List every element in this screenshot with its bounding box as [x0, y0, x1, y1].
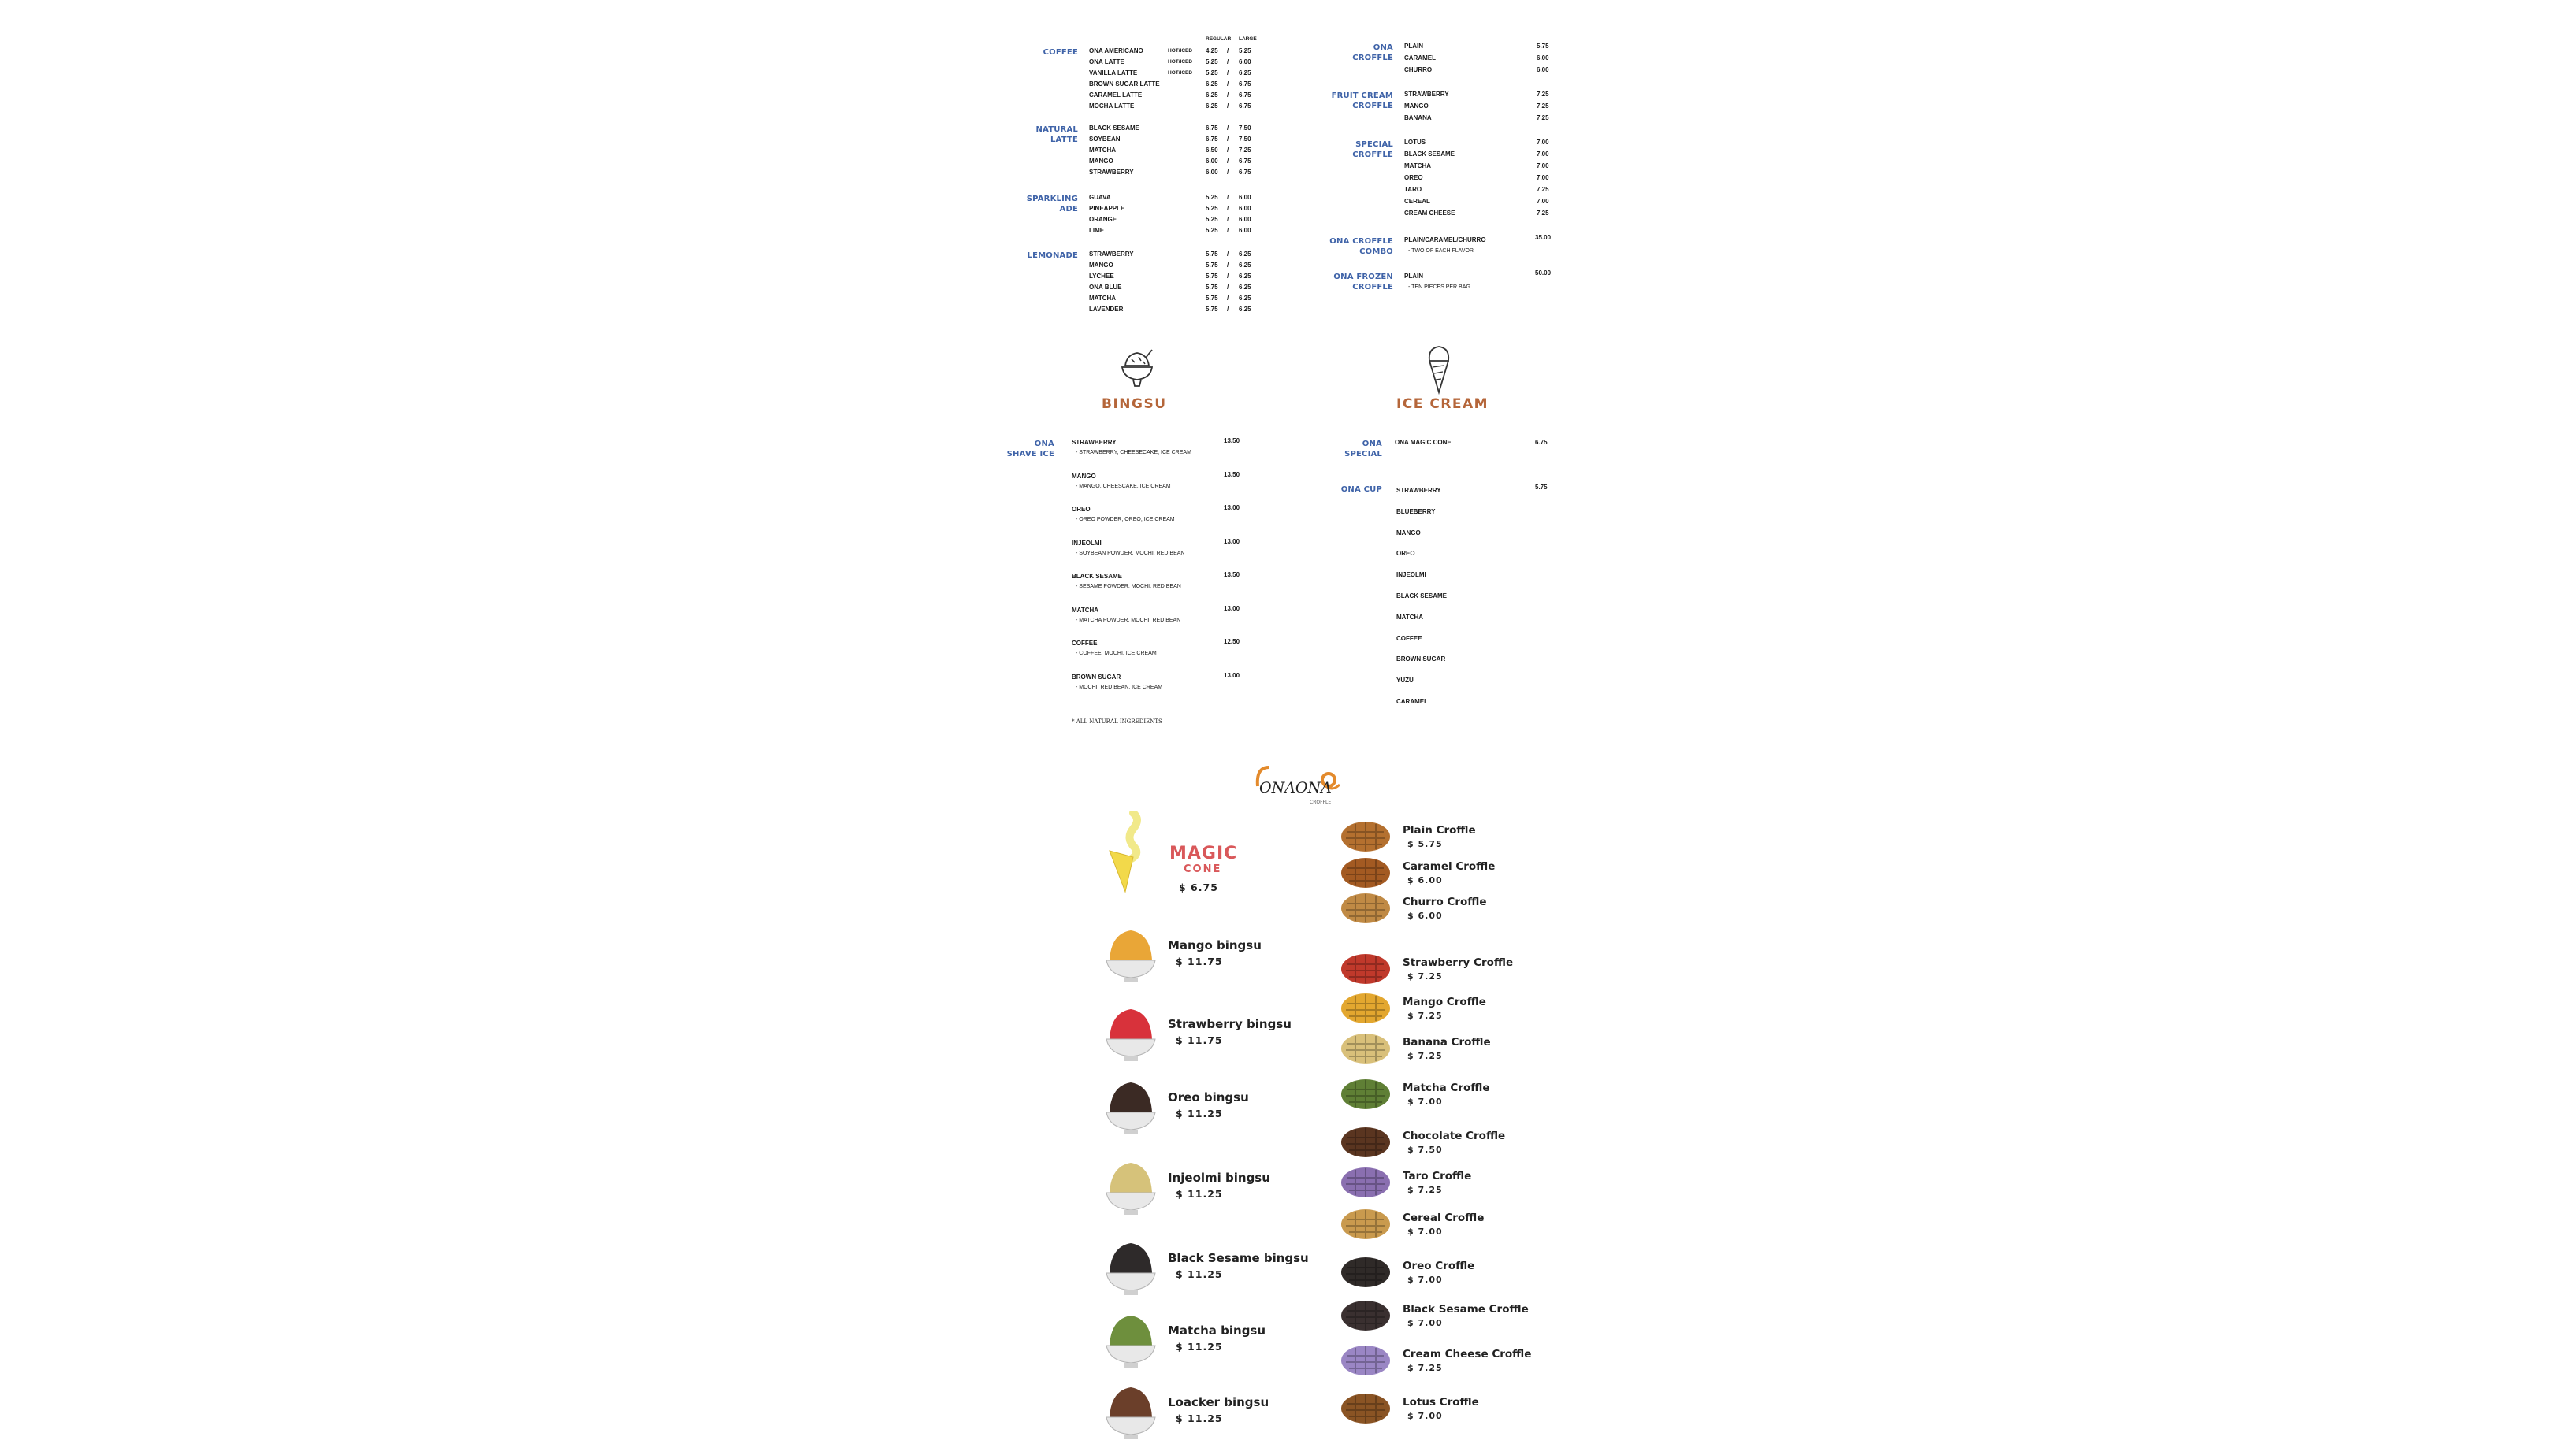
bingsu-photo-name: Oreo bingsu [1168, 1090, 1249, 1104]
croffle-photo-price: $ 7.25 [1407, 1011, 1443, 1021]
drink-price-regular: 6.00 [1206, 169, 1218, 176]
drink-price-large: 6.00 [1239, 216, 1251, 223]
bingsu-item-note: - STRAWBERRY, CHEESECAKE, ICE CREAM [1076, 450, 1191, 455]
croffle-photo-price: $ 6.00 [1407, 911, 1443, 921]
croffle-name: LOTUS [1404, 139, 1426, 146]
flavor-item: COFFEE [1396, 634, 1422, 642]
large-header: LARGE [1239, 36, 1257, 42]
drink-name: MATCHA [1089, 147, 1117, 154]
croffle-photo-name: Chocolate Croffle [1403, 1130, 1506, 1142]
drink-price-separator: / [1227, 295, 1229, 302]
croffle-photo-price: $ 5.75 [1407, 839, 1443, 849]
drink-price-separator: / [1227, 262, 1229, 269]
special-croffle-title: SPECIAL CROFFLE [1352, 140, 1393, 159]
drink-price-separator: / [1227, 124, 1229, 132]
bingsu-photo-price: $ 11.25 [1176, 1188, 1223, 1200]
drink-price-separator: / [1227, 58, 1229, 65]
flavor-item: MANGO [1396, 529, 1421, 536]
croffle-photo-price: $ 7.00 [1407, 1227, 1443, 1237]
bingsu-title: BINGSU [1102, 396, 1167, 412]
bingsu-item-note: - MANGO, CHEESCAKE, ICE CREAM [1076, 483, 1171, 489]
drink-price-regular: 6.50 [1206, 147, 1218, 154]
croffle-price: 7.00 [1537, 162, 1549, 169]
bingsu-photo-price: $ 11.25 [1176, 1268, 1223, 1280]
croffle-photo [1340, 1030, 1392, 1066]
bingsu-photo [1102, 1238, 1160, 1300]
bingsu-item-name: BLACK SESAME [1072, 573, 1123, 580]
drink-name: MATCHA [1089, 295, 1117, 302]
drink-price-regular: 5.75 [1206, 251, 1218, 258]
flavor-item: BLUEBERRY [1396, 507, 1436, 515]
ice-cream-cone-icon [1425, 343, 1453, 395]
frozen-title: ONA FROZEN CROFFLE [1333, 273, 1393, 291]
ona-cup-price: 5.75 [1535, 484, 1548, 491]
bingsu-bowl-icon [1117, 347, 1157, 395]
croffle-photo [1340, 1075, 1392, 1112]
drink-price-large: 6.25 [1239, 273, 1251, 280]
croffle-price: 7.00 [1537, 139, 1549, 146]
croffle-photo [1340, 989, 1392, 1026]
lemonade-section-title: LEMONADE [1027, 251, 1078, 260]
drink-name: GUAVA [1089, 194, 1111, 201]
coffee-section-title: COFFEE [1043, 48, 1078, 57]
magic-cone-photo [1102, 811, 1146, 898]
drink-name: ONA BLUE [1089, 284, 1122, 291]
croffle-photo-name: Caramel Croffle [1403, 860, 1496, 873]
onaona-logo [1251, 761, 1346, 807]
croffle-photo-price: $ 7.50 [1407, 1145, 1443, 1155]
croffle-price: 7.00 [1537, 174, 1549, 181]
croffle-price: 7.25 [1537, 114, 1549, 121]
bingsu-item-name: MATCHA [1072, 606, 1099, 614]
drink-price-large: 6.75 [1239, 80, 1251, 87]
croffle-photo-name: Mango Croffle [1403, 996, 1486, 1008]
drink-price-large: 6.25 [1239, 306, 1251, 313]
drink-price-regular: 5.75 [1206, 262, 1218, 269]
croffle-price: 7.25 [1537, 102, 1549, 110]
bingsu-photo-name: Mango bingsu [1168, 938, 1262, 952]
croffle-photo-name: Banana Croffle [1403, 1036, 1491, 1049]
drink-price-separator: / [1227, 273, 1229, 280]
magic-cone-price: 6.75 [1535, 439, 1548, 446]
bingsu-item-name: MANGO [1072, 472, 1096, 480]
drink-price-separator: / [1227, 147, 1229, 154]
bingsu-photo-name: Black Sesame bingsu [1168, 1251, 1309, 1265]
bingsu-photo [1102, 1311, 1160, 1372]
drink-price-regular: 5.75 [1206, 273, 1218, 280]
drink-price-large: 7.50 [1239, 124, 1251, 132]
combo-price: 35.00 [1535, 234, 1552, 241]
croffle-photo [1340, 1123, 1392, 1160]
croffle-photo-name: Churro Croffle [1403, 896, 1487, 908]
bingsu-item-price: 13.00 [1224, 537, 1240, 545]
drink-name: SOYBEAN [1089, 135, 1121, 143]
bingsu-photo-name: Loacker bingsu [1168, 1395, 1269, 1409]
drink-price-separator: / [1227, 80, 1229, 87]
combo-title: ONA CROFFLE COMBO [1329, 237, 1393, 256]
drink-price-large: 5.25 [1239, 47, 1251, 54]
bingsu-item-price: 13.50 [1224, 470, 1240, 478]
drink-price-separator: / [1227, 306, 1229, 313]
bingsu-photo [1102, 1383, 1160, 1444]
drink-price-regular: 5.25 [1206, 205, 1218, 212]
drink-price-large: 6.75 [1239, 158, 1251, 165]
flavor-item: MATCHA [1396, 613, 1424, 621]
bingsu-item-price: 12.50 [1224, 638, 1240, 645]
magic-cone-subtitle: CONE [1184, 863, 1222, 875]
drink-price-large: 6.00 [1239, 58, 1251, 65]
drink-price-regular: 4.25 [1206, 47, 1218, 54]
croffle-photo-price: $ 7.00 [1407, 1097, 1443, 1107]
magic-cone-item: ONA MAGIC CONE [1395, 439, 1452, 446]
croffle-photo-price: $ 7.25 [1407, 1363, 1443, 1373]
bingsu-item-price: 13.00 [1224, 671, 1240, 679]
bingsu-item-price: 13.00 [1224, 604, 1240, 612]
bingsu-item-note: - OREO POWDER, OREO, ICE CREAM [1076, 517, 1175, 522]
croffle-photo [1340, 818, 1392, 854]
shave-ice-title: ONA SHAVE ICE [1006, 440, 1054, 458]
bingsu-item-price: 13.00 [1224, 504, 1240, 511]
drink-price-large: 6.25 [1239, 262, 1251, 269]
drink-price-separator: / [1227, 91, 1229, 98]
bingsu-photo-name: Strawberry bingsu [1168, 1017, 1292, 1031]
croffle-photo-price: $ 7.25 [1407, 1051, 1443, 1061]
croffle-name: CREAM CHEESE [1404, 210, 1455, 217]
drink-price-regular: 5.75 [1206, 306, 1218, 313]
drink-price-regular: 6.75 [1206, 124, 1218, 132]
bingsu-photo [1102, 1158, 1160, 1219]
drink-name: STRAWBERRY [1089, 251, 1134, 258]
drink-price-large: 6.25 [1239, 69, 1251, 76]
drink-price-regular: 6.25 [1206, 102, 1218, 110]
combo-name: PLAIN/CARAMEL/CHURRO [1404, 236, 1486, 243]
drink-price-regular: 5.25 [1206, 216, 1218, 223]
drink-price-separator: / [1227, 284, 1229, 291]
croffle-photo-price: $ 7.00 [1407, 1411, 1443, 1421]
croffle-photo-price: $ 7.25 [1407, 1185, 1443, 1195]
drink-price-separator: / [1227, 135, 1229, 143]
drink-price-large: 6.25 [1239, 251, 1251, 258]
croffle-photo [1340, 1342, 1392, 1378]
drink-price-regular: 6.00 [1206, 158, 1218, 165]
bingsu-photo-price: $ 11.25 [1176, 1108, 1223, 1119]
drink-price-separator: / [1227, 47, 1229, 54]
flavor-item: INJEOLMI [1396, 571, 1426, 579]
drink-price-separator: / [1227, 216, 1229, 223]
ona-cup-title: ONA CUP [1340, 485, 1382, 494]
combo-note: - TWO OF EACH FLAVOR [1408, 248, 1474, 254]
croffle-photo-name: Cream Cheese Croffle [1403, 1348, 1532, 1360]
croffle-name: CEREAL [1404, 198, 1430, 205]
croffle-name: PLAIN [1404, 43, 1423, 50]
croffle-photo-price: $ 7.00 [1407, 1318, 1443, 1328]
croffle-price: 6.00 [1537, 66, 1549, 73]
bingsu-photo [1102, 926, 1160, 987]
bingsu-photo-price: $ 11.25 [1176, 1412, 1223, 1424]
drink-price-regular: 6.75 [1206, 135, 1218, 143]
drink-name: PINEAPPLE [1089, 205, 1125, 212]
croffle-name: STRAWBERRY [1404, 91, 1449, 98]
croffle-photo-name: Black Sesame Croffle [1403, 1303, 1529, 1316]
bingsu-photo-price: $ 11.75 [1176, 956, 1223, 967]
logo-text: ONAONA [1259, 779, 1332, 796]
bingsu-item-note: - COFFEE, MOCHI, ICE CREAM [1076, 651, 1157, 656]
bingsu-photo [1102, 1078, 1160, 1139]
ona-special-title: ONA SPECIAL [1344, 440, 1382, 458]
bingsu-item-note: - SOYBEAN POWDER, MOCHI, RED BEAN [1076, 550, 1185, 556]
flavor-item: STRAWBERRY [1396, 487, 1441, 494]
croffle-price: 7.25 [1537, 91, 1549, 98]
drink-price-regular: 5.25 [1206, 58, 1218, 65]
ona-croffle-title: ONA CROFFLE [1352, 43, 1393, 62]
bingsu-item-note: - SESAME POWDER, MOCHI, RED BEAN [1076, 584, 1181, 589]
croffle-price: 7.00 [1537, 198, 1549, 205]
drink-price-large: 6.75 [1239, 102, 1251, 110]
drink-price-large: 6.00 [1239, 205, 1251, 212]
drink-name: LYCHEE [1089, 273, 1114, 280]
croffle-name: BLACK SESAME [1404, 150, 1455, 158]
croffle-photo-name: Lotus Croffle [1403, 1396, 1479, 1409]
drink-price-large: 6.25 [1239, 295, 1251, 302]
bingsu-item-price: 13.50 [1224, 571, 1240, 578]
croffle-photo-name: Cereal Croffle [1403, 1212, 1485, 1224]
drink-price-large: 7.50 [1239, 135, 1251, 143]
drink-option: HOT/ICED [1168, 70, 1193, 76]
flavor-item: OREO [1396, 550, 1415, 558]
croffle-photo-name: Taro Croffle [1403, 1170, 1472, 1182]
drink-price-separator: / [1227, 169, 1229, 176]
drink-name: STRAWBERRY [1089, 169, 1134, 176]
croffle-name: CARAMEL [1404, 54, 1436, 61]
drink-price-separator: / [1227, 158, 1229, 165]
bingsu-item-note: - MOCHI, RED BEAN, ICE CREAM [1076, 684, 1163, 690]
flavor-item: CARAMEL [1396, 698, 1428, 705]
flavor-item: BLACK SESAME [1396, 592, 1448, 600]
sparkling-section-title: SPARKLING ADE [1026, 195, 1078, 213]
ice-cream-title: ICE CREAM [1396, 396, 1489, 412]
latte-section-title: NATURAL LATTE [1035, 125, 1078, 144]
bingsu-photo-name: Matcha bingsu [1168, 1323, 1266, 1338]
drink-name: LAVENDER [1089, 306, 1124, 313]
croffle-photo [1340, 1297, 1392, 1333]
bingsu-item-name: BROWN SUGAR [1072, 673, 1121, 681]
bingsu-item-name: INJEOLMI [1072, 539, 1102, 547]
drink-price-large: 6.00 [1239, 194, 1251, 201]
croffle-price: 7.25 [1537, 210, 1549, 217]
bingsu-photo-price: $ 11.25 [1176, 1341, 1223, 1353]
drink-option: HOT/ICED [1168, 48, 1193, 54]
drink-name: ORANGE [1089, 216, 1117, 223]
croffle-name: OREO [1404, 174, 1423, 181]
drink-price-regular: 6.25 [1206, 91, 1218, 98]
croffle-photo [1340, 854, 1392, 890]
croffle-name: MATCHA [1404, 162, 1432, 169]
drink-name: CARAMEL LATTE [1089, 91, 1143, 98]
drink-name: BROWN SUGAR LATTE [1089, 80, 1160, 87]
drink-name: ONA AMERICANO [1089, 47, 1143, 54]
drink-price-separator: / [1227, 69, 1229, 76]
croffle-photo-price: $ 6.00 [1407, 875, 1443, 885]
bingsu-photo-price: $ 11.75 [1176, 1034, 1223, 1046]
bingsu-item-name: OREO [1072, 506, 1091, 513]
drink-price-large: 6.75 [1239, 169, 1251, 176]
drink-price-separator: / [1227, 205, 1229, 212]
drink-price-regular: 5.75 [1206, 295, 1218, 302]
bingsu-item-name: STRAWBERRY [1072, 439, 1117, 446]
drink-name: MANGO [1089, 158, 1113, 165]
bingsu-item-price: 13.50 [1224, 437, 1240, 444]
frozen-price: 50.00 [1535, 269, 1552, 277]
drink-name: VANILLA LATTE [1089, 69, 1138, 76]
croffle-photo [1340, 889, 1392, 926]
croffle-photo [1340, 1164, 1392, 1200]
drink-option: HOT/ICED [1168, 59, 1193, 65]
drink-name: MANGO [1089, 262, 1113, 269]
croffle-photo-price: $ 7.00 [1407, 1275, 1443, 1285]
drink-price-regular: 6.25 [1206, 80, 1218, 87]
drink-price-separator: / [1227, 102, 1229, 110]
croffle-price: 5.75 [1537, 43, 1549, 50]
croffle-name: CHURRO [1404, 66, 1433, 73]
croffle-price: 7.25 [1537, 186, 1549, 193]
bingsu-photo-name: Injeolmi bingsu [1168, 1171, 1270, 1185]
drink-name: BLACK SESAME [1089, 124, 1140, 132]
logo-subtext: CROFFLE [1310, 800, 1332, 805]
drink-name: LIME [1089, 227, 1105, 234]
magic-cone-photo-price: $ 6.75 [1179, 882, 1218, 893]
drink-name: ONA LATTE [1089, 58, 1124, 65]
croffle-photo-name: Matcha Croffle [1403, 1082, 1490, 1094]
bingsu-item-name: COFFEE [1072, 640, 1098, 647]
flavor-item: YUZU [1396, 677, 1414, 685]
croffle-price: 7.00 [1537, 150, 1549, 158]
croffle-photo-name: Plain Croffle [1403, 824, 1476, 837]
croffle-price: 6.00 [1537, 54, 1549, 61]
natural-ingredients-note: * ALL NATURAL INGREDIENTS [1072, 718, 1162, 725]
drink-price-separator: / [1227, 251, 1229, 258]
drink-price-regular: 5.75 [1206, 284, 1218, 291]
drink-price-separator: / [1227, 227, 1229, 234]
drink-name: MOCHA LATTE [1089, 102, 1135, 110]
flavor-item: BROWN SUGAR [1396, 655, 1446, 663]
drink-price-regular: 5.25 [1206, 194, 1218, 201]
bingsu-photo [1102, 1004, 1160, 1066]
frozen-name: PLAIN [1404, 273, 1423, 280]
regular-header: REGULAR [1206, 36, 1232, 42]
croffle-name: BANANA [1404, 114, 1432, 121]
croffle-name: TARO [1404, 186, 1422, 193]
drink-price-large: 6.00 [1239, 227, 1251, 234]
drink-price-large: 7.25 [1239, 147, 1251, 154]
drink-price-separator: / [1227, 194, 1229, 201]
croffle-name: MANGO [1404, 102, 1429, 110]
croffle-photo [1340, 950, 1392, 986]
drink-price-regular: 5.25 [1206, 69, 1218, 76]
bingsu-item-note: - MATCHA POWDER, MOCHI, RED BEAN [1076, 617, 1181, 623]
croffle-photo-name: Strawberry Croffle [1403, 956, 1514, 969]
croffle-photo-price: $ 7.25 [1407, 971, 1443, 982]
drink-price-large: 6.25 [1239, 284, 1251, 291]
drink-price-regular: 5.25 [1206, 227, 1218, 234]
frozen-note: - TEN PIECES PER BAG [1408, 284, 1470, 290]
croffle-photo [1340, 1390, 1392, 1426]
croffle-photo [1340, 1253, 1392, 1290]
croffle-photo [1340, 1205, 1392, 1242]
fruit-croffle-title: FRUIT CREAM CROFFLE [1331, 91, 1393, 110]
drink-price-large: 6.75 [1239, 91, 1251, 98]
croffle-photo-name: Oreo Croffle [1403, 1260, 1475, 1272]
magic-cone-title: MAGIC [1169, 844, 1238, 863]
